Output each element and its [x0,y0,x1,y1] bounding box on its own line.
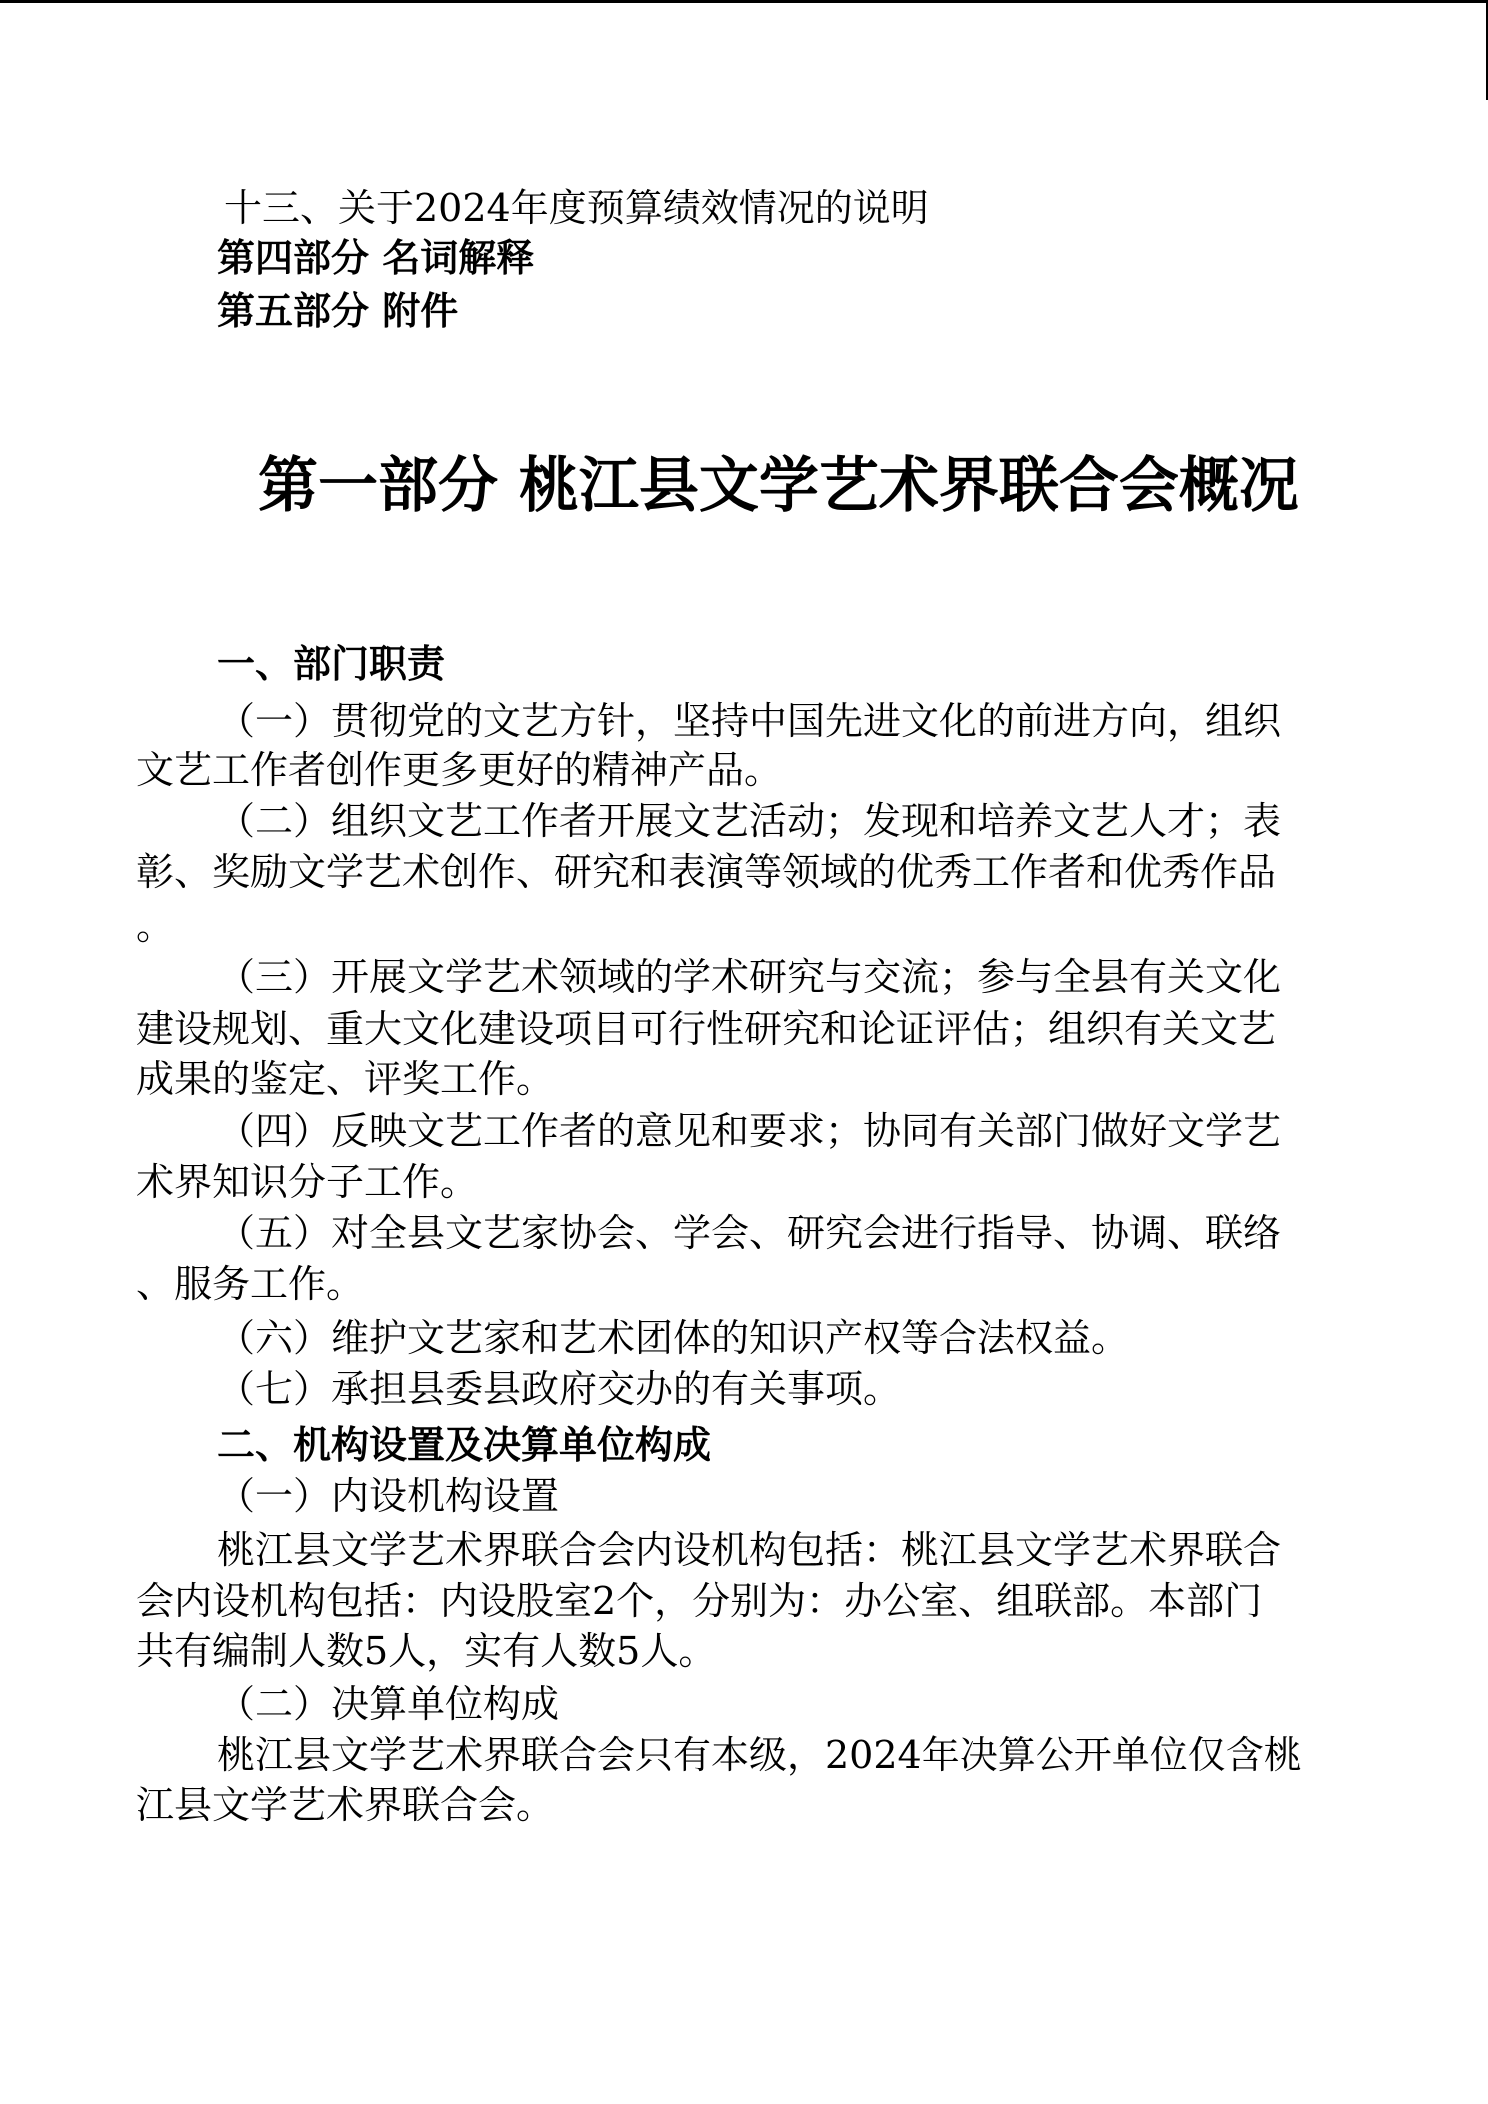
paragraph-line: 、服务工作。 [136,1262,365,1306]
paragraph-line: 桃江县文学艺术界联合会只有本级，2024年决算公开单位仅含桃 [217,1733,1302,1777]
paragraph-line: （二）组织文艺工作者开展文艺活动；发现和培养文艺人才；表 [217,799,1282,843]
toc-item-13: 十三、关于2024年度预算绩效情况的说明 [224,186,929,230]
paragraph-line: （三）开展文学艺术领域的学术研究与交流；参与全县有关文化 [217,955,1282,999]
paragraph-line: （七）承担县委县政府交办的有关事项。 [217,1367,902,1411]
paragraph-line: 会内设机构包括：内设股室2个，分别为：办公室、组联部。本部门 [136,1579,1263,1623]
toc-part-4: 第四部分 名词解释 [217,236,535,280]
paragraph-line: 彰、奖励文学艺术创作、研究和表演等领域的优秀工作者和优秀作品 [136,850,1277,894]
paragraph-line: 江县文学艺术界联合会。 [136,1783,555,1827]
toc-part-5: 第五部分 附件 [217,289,459,333]
paragraph-line: （五）对全县文艺家协会、学会、研究会进行指导、协调、联络 [217,1211,1282,1255]
paragraph-line: （一）内设机构设置 [217,1474,560,1518]
paragraph-line: 。 [136,904,175,948]
paragraph-line: （六）维护文艺家和艺术团体的知识产权等合法权益。 [217,1316,1130,1360]
paragraph-line: 成果的鉴定、评奖工作。 [136,1057,555,1101]
page-border-top [0,0,1488,3]
section-heading: 一、部门职责 [217,642,446,686]
page-title: 第一部分 桃江县文学艺术界联合会概况 [258,451,1299,521]
paragraph-line: 共有编制人数5人，实有人数5人。 [136,1629,717,1673]
paragraph-line: 术界知识分子工作。 [136,1160,479,1204]
paragraph-line: （二）决算单位构成 [217,1682,560,1726]
paragraph-line: 桃江县文学艺术界联合会内设机构包括：桃江县文学艺术界联合 [217,1528,1282,1572]
paragraph-line: 文艺工作者创作更多更好的精神产品。 [136,748,783,792]
paragraph-line: （四）反映文艺工作者的意见和要求；协同有关部门做好文学艺 [217,1109,1282,1153]
paragraph-line: 建设规划、重大文化建设项目可行性研究和论证评估；组织有关文艺 [136,1007,1277,1051]
section-heading: 二、机构设置及决算单位构成 [217,1423,712,1467]
paragraph-line: （一）贯彻党的文艺方针，坚持中国先进文化的前进方向，组织 [217,699,1282,743]
